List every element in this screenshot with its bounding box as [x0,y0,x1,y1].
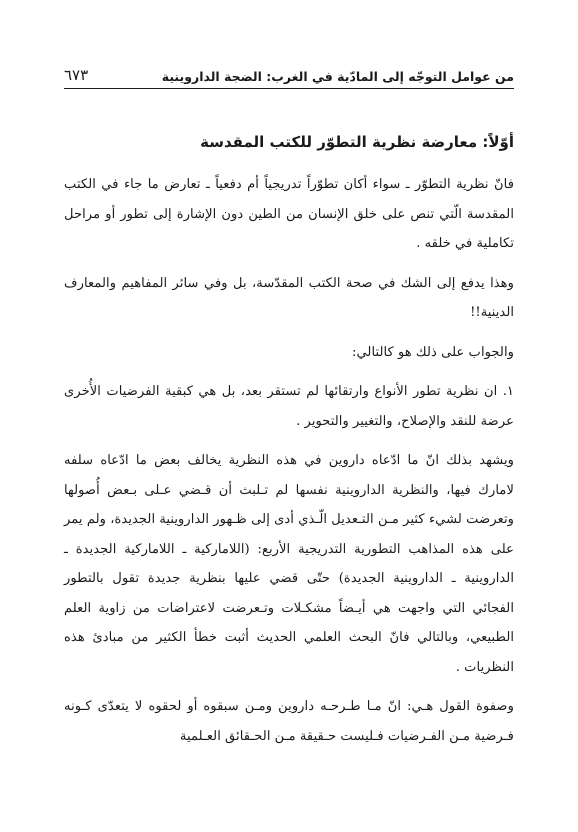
running-title: من عوامل التوجّه إلى المادّية في الغرب: الضجة الداروينية [161,69,514,84]
paragraph-5: ويشهد بذلك انّ ما ادّعاه داروين في هذه النظرية يخالف بعض ما ادّعاه سلفه لامارك فيها، والنظرية الداروينية نفسها لم تـلبث أن قـضي عـلى بـعض أُصولها وتعرضت لشيء كثير مـن التـعديل الّـذي أدى إلى ظـهور الداروينية الجديدة، ولم يمر على هذه المذاهب التطورية التدريجية الأربع: (اللاماركية ـ اللاماركية الجديدة ـ الداروينية ـ الداروينية الجديدة) حتّى قضي عليها بنظرية جديدة تقول بالتطور الفجائي التي واجهت هي أيـضاً مشكـلات وتـعرضت لاعتراضات من زاوية العلم الطبيعي، وبالتالي فانّ البحث العلمي الحديث أثبت خطأ الكثير من مبادئ هذه النظريات . [64,453,514,675]
paragraph-4: ١. ان نظرية تطور الأنواع وارتقائها لم تستقر بعد، بل هي كبقية الفرضيات الأُخرى عرضة للنقد والإصلاح، والتغيير والتحوير . [64,384,514,429]
section-heading: أوّلاً: معارضة نظرية التطوّر للكتب المقدسة [200,133,514,151]
paragraph-1: فانّ نظرية التطوّر ـ سواء أكان تطوّراً تدريجياً أم دفعياً ـ تعارض ما جاء في الكتب المقدسة الّتي تنص على خلق الإنسان من الطين دون الإشارة إلى تطور أو مراحل تكاملية في خلقه . [64,177,514,251]
paragraph-2: وهذا يدفع إلى الشك في صحة الكتب المقدّسة، بل وفي سائر المفاهيم والمعارف الدينية!! [64,275,514,320]
page-body [64,128,514,761]
page-number: ٦٧٣ [64,66,89,84]
page-header [64,62,514,84]
header-rule [64,88,514,89]
paragraph-6: وصفوة القول هـي: انّ مـا طـرحـه داروين ومـن سبقوه أو لحقوه لا يتعدّى كـونه فـرضية مـن الفـرضيات فـليست حـقيقة مـن الحـقائق العـلمية [64,699,514,744]
paragraph-3: والجواب على ذلك هو كالتالي: [352,344,514,360]
